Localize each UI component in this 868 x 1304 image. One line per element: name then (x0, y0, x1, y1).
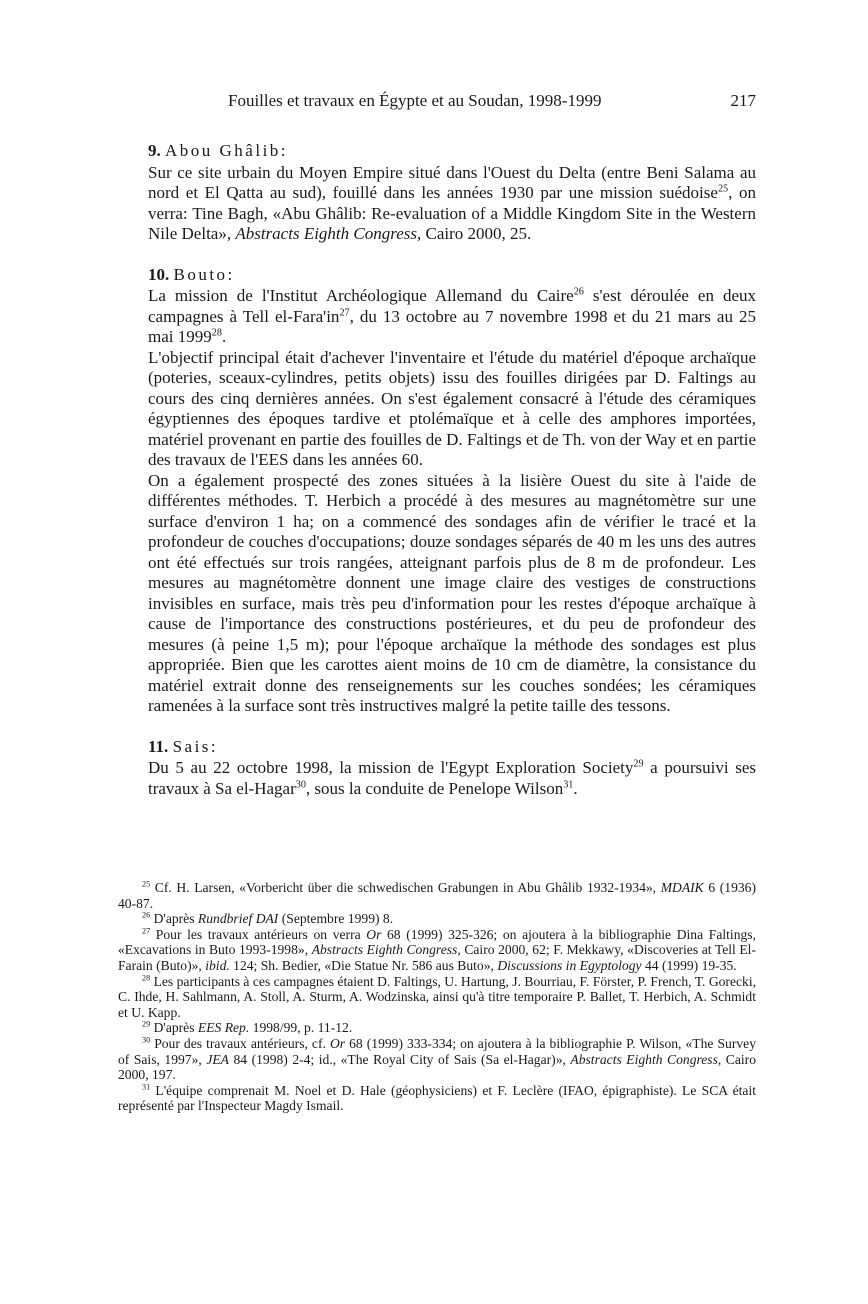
text-run: D'après (153, 911, 198, 927)
paragraph (148, 163, 756, 245)
italic-title: Discussions in Egyptology (497, 957, 642, 973)
footnote-ref[interactable]: 25 (717, 183, 729, 195)
italic-title: JEA (206, 1051, 229, 1067)
section-sais (148, 737, 756, 800)
paragraph (148, 286, 756, 348)
footnote-ref[interactable]: 30 (295, 778, 306, 790)
text-run: L'objectif principal était d'achever l'inventaire et l'étude du matériel d'époque archaïque (poteries, sceaux-cylindres, petits objets) issu des fouilles dirigées par D. Faltings au cours des cinq dernières années. On s'est également consacré à l'étude des céramiques égyptiennes des époques tardive et ptolémaïque et à celle des amphores importées, matériel provenant en partie des fouilles de D. Faltings et de Th. von der Way et en partie des travaux de l'EES dans les années 60. (148, 347, 756, 469)
page-number: 217 (730, 91, 756, 110)
text-run: , sous la conduite de Penelope Wilson (305, 778, 564, 798)
text-run: (Septembre 1999) 8. (278, 911, 394, 927)
text-run: , du 13 octobre au 7 novembre 1998 et du 21 mars au 25 mai 1999 (148, 306, 756, 346)
text-run: a poursuivi ses travaux à Sa el-Hagar (148, 758, 756, 798)
text-run: 6 (1936) 40-87. (118, 880, 757, 911)
text-run: Du 5 au 22 octobre 1998, la mission de l'Egypt Exploration Society (148, 758, 634, 777)
section-number: 11. (148, 736, 169, 756)
text-run: , on verra: Tine Bagh, «Abu Ghâlib: Re-evaluation of a Middle Kingdom Site in the Western Nile Delta», (148, 183, 757, 243)
text-run: 68 (1999) 325-326; on ajoutera à la bibliographie Dina Faltings, «Excavations in Buto 1993-1998», (118, 926, 756, 958)
footnote (118, 1036, 756, 1083)
text-run: 84 (1998) 2-4; id., «The Royal City of Sais (Sa el-Hagar)», (228, 1051, 571, 1067)
text-run: , Cairo 2000, 62; F. Mekkawy, «Discoveries at Tell El-Farain (Buto)», (118, 942, 756, 973)
footnote-number: 31 (142, 1082, 151, 1092)
section-heading (148, 141, 756, 162)
section-heading (148, 737, 756, 758)
italic-title: MDAIK (660, 880, 704, 895)
section-number: 10. (148, 264, 170, 284)
main-text (148, 141, 756, 799)
text-run: On a également prospecté des zones situées à la lisière Ouest du site à l'aide de différentes méthodes. T. Herbich a procédé à des mesures au magnétomètre sur une surface d'environ 1 ha; on a commencé des sondages afin de vérifier le tracé et la profondeur de couches d'occupations; douze sondages séparés de 40 m les uns des autres ont été effectués sur trois rangées, atteignant parfois plus de 8 m de profondeur. Les mesures au magnétomètre donnent une image claire des vestiges de constructions invisibles en surface, mais très peu d'information pour les restes d'époque archaïque à cause de l'importance des constructions postérieures, et du peu de profondeur des mesures (à peine 1,5 m); pour l'époque archaïque la méthode des sondages est plus appropriée. Bien que les carottes aient moins de 10 cm de diamètre, la consistance du matériel extrait donne des renseignements sur les couches sondées; les céramiques ramenées à la surface sont très instructives malgré la petite taille des tessons. (148, 470, 756, 715)
footnote-number: 29 (142, 1020, 151, 1030)
footnote-ref[interactable]: 27 (339, 306, 350, 318)
text-run: 68 (1999) 333-334; on ajoutera à la bibliographie P. Wilson, «The Survey of Sais, 1997», (118, 1035, 756, 1067)
text-run: Cf. H. Larsen, «Vorbericht über die schwedischen Grabungen in Abu Ghâlib 1932-1934», (154, 880, 661, 895)
text-run: L'équipe comprenait M. Noel et D. Hale (géophysiciens) et F. Leclère (IFAO, épigraphiste). Le SCA était représenté par l'Inspecteur Magdy Ismail. (118, 1082, 756, 1114)
footnote (118, 1083, 756, 1114)
text-run: s'est déroulée en deux campagnes à Tell el-Fara'in (148, 286, 756, 326)
italic-title: Abstracts Eighth Congress (235, 224, 417, 243)
text-run: D'après (153, 1020, 198, 1036)
italic-title: Rundbrief DAI (197, 911, 279, 927)
section-bouto (148, 265, 756, 717)
footnote-ref[interactable]: 28 (211, 327, 222, 339)
footnotes (118, 880, 756, 1114)
section-number: 9. (148, 141, 161, 160)
section-abou-ghalib (148, 141, 756, 245)
text-run: Pour des travaux antérieurs, cf. (154, 1035, 330, 1051)
paragraph (148, 348, 756, 471)
text-run: Les participants à ces campagnes étaient D. Faltings, U. Hartung, J. Bourriau, F. Förster, P. French, T. Gorecki, C. Ihde, H. Sahlmann, A. Stoll, A. Sturm, A. Wodzinska, ainsi qu'à titre temporaire P. Ballet, T. Herbich, A. Schmidt et U. Kapp. (118, 973, 756, 1020)
section-title: Bouto: (173, 264, 235, 284)
running-title: Fouilles et travaux en Égypte et au Soudan, 1998-1999 (228, 91, 602, 110)
text-run: . (573, 778, 578, 798)
text-run: 1998/99, p. 11-12. (249, 1020, 353, 1036)
text-run: , Cairo 2000, 25. (417, 224, 532, 243)
footnote (118, 927, 756, 974)
text-run: Pour les travaux antérieurs on verra (155, 926, 367, 942)
footnote-number: 30 (142, 1035, 151, 1045)
italic-title: Or (366, 926, 382, 942)
running-header (148, 91, 756, 113)
footnote (118, 1020, 756, 1036)
text-run: Sur ce site urbain du Moyen Empire situé dans l'Ouest du Delta (entre Beni Salama au nord et El Qatta au sud), fouillé dans les années 1930 par une mission suédoise (148, 162, 756, 202)
footnote (118, 911, 756, 927)
italic-title: EES Rep. (197, 1020, 250, 1036)
text-run: , Cairo 2000, 197. (118, 1051, 757, 1083)
text-run: 124; Sh. Bedier, «Die Statue Nr. 586 aus Buto», (229, 957, 498, 973)
footnote-number: 28 (142, 973, 151, 983)
paragraph (148, 471, 756, 717)
text-run: . (221, 327, 227, 346)
paragraph (148, 758, 756, 799)
section-title: Abou Ghâlib: (165, 141, 289, 160)
italic-title: ibid. (205, 957, 230, 973)
footnote-number: 26 (142, 910, 151, 920)
italic-title: Abstracts Eighth Congress (311, 942, 458, 958)
footnote (118, 974, 756, 1021)
italic-title: Abstracts Eighth Congress (570, 1051, 718, 1067)
footnote (118, 880, 756, 911)
text-run: La mission de l'Institut Archéologique Allemand du Caire (148, 286, 574, 305)
footnote-ref[interactable]: 26 (573, 286, 584, 298)
section-title: Sais: (172, 736, 219, 756)
footnote-number: 27 (142, 926, 151, 936)
italic-title: Or (329, 1035, 346, 1051)
footnote-ref[interactable]: 31 (563, 778, 574, 790)
text-run: 44 (1999) 19-35. (641, 957, 737, 973)
section-heading (148, 265, 756, 286)
footnote-number: 25 (142, 879, 151, 889)
footnote-ref[interactable]: 29 (633, 758, 644, 770)
